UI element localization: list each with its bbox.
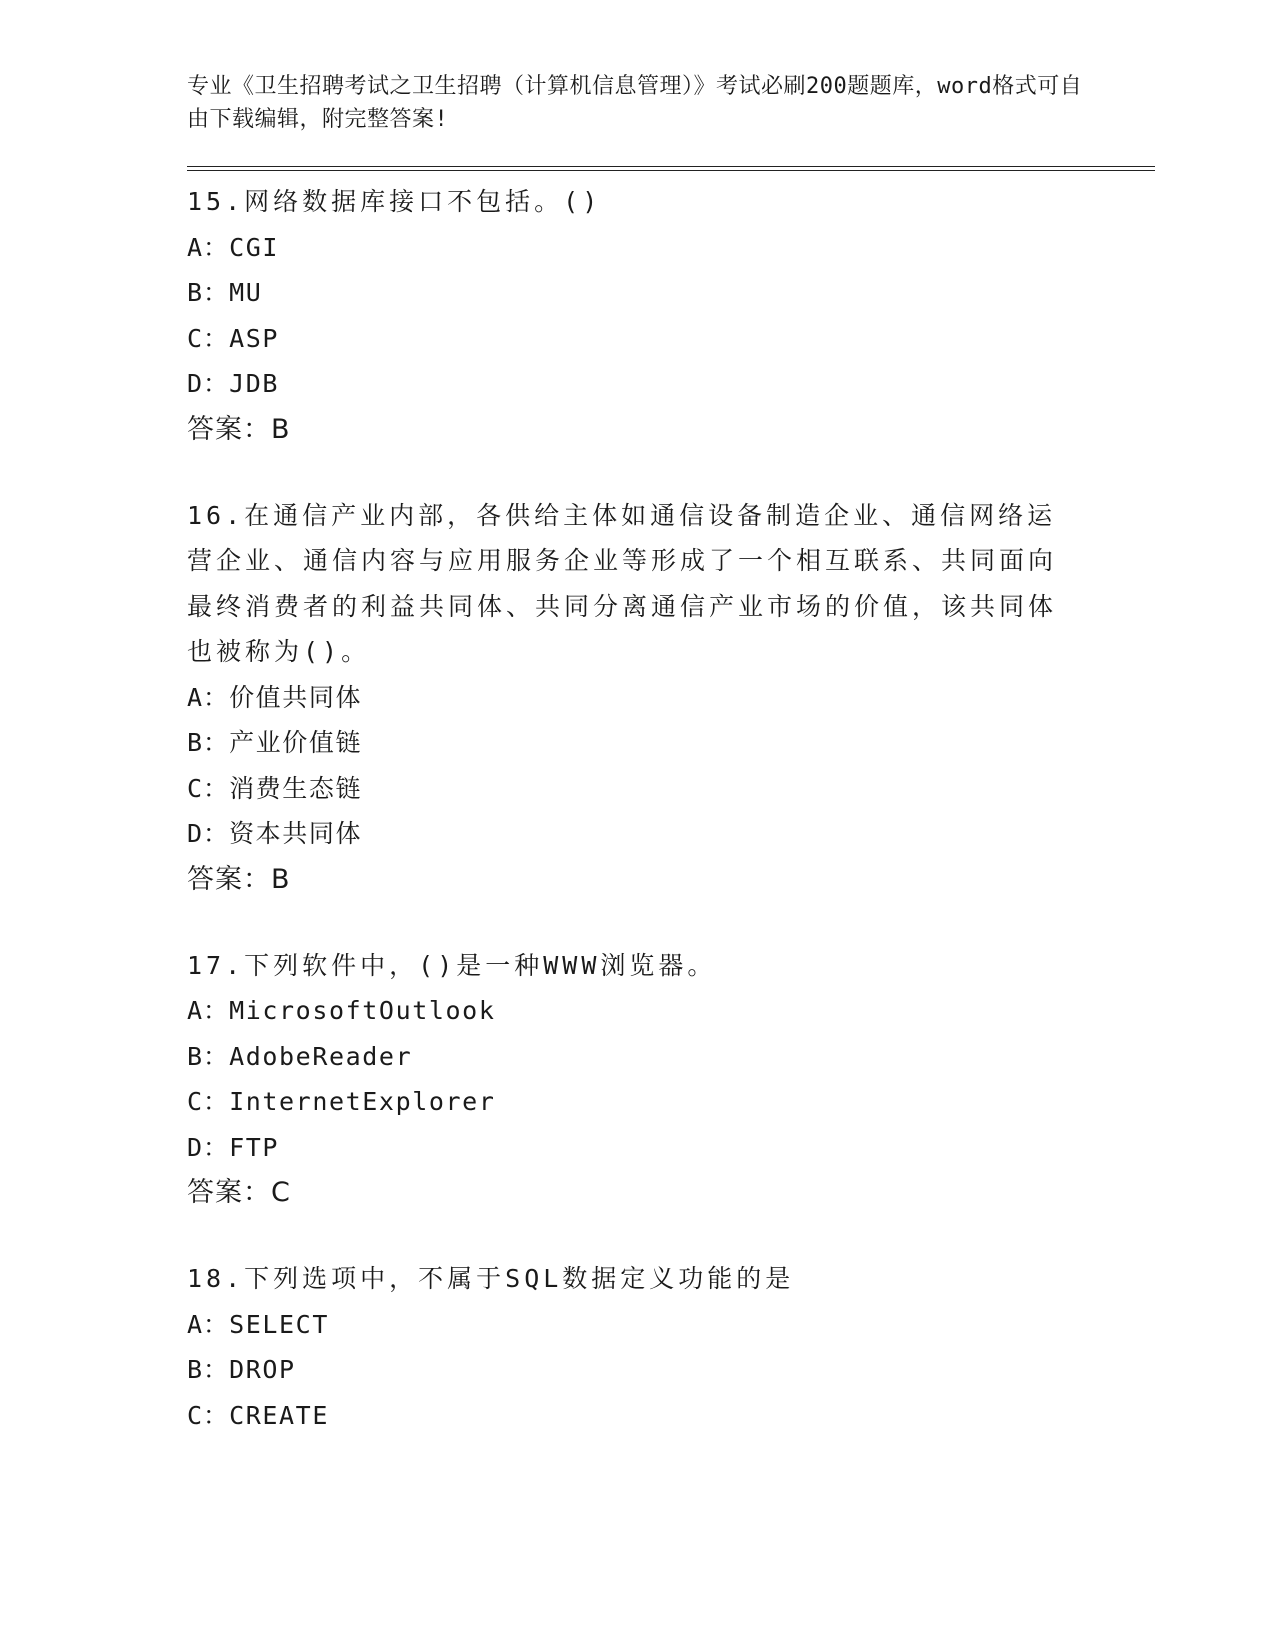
question-stem: 18.下列选项中，不属于SQL数据定义功能的是 (187, 1264, 795, 1293)
option-text: AdobeReader (229, 1041, 413, 1071)
option-text: CREATE (229, 1400, 329, 1430)
answer-line: 答案：C (187, 1177, 291, 1208)
option-a (187, 988, 1157, 1034)
question-18 (187, 1256, 1157, 1438)
option-text: ASP (229, 323, 280, 353)
question-15 (187, 179, 1157, 452)
header-divider (187, 166, 1155, 171)
option-key: D： (187, 369, 230, 398)
option-key: A： (187, 996, 230, 1025)
option-b (187, 1034, 1157, 1080)
option-text: 资本共同体 (229, 819, 363, 848)
option-c (187, 766, 1157, 812)
option-key: B： (187, 1041, 230, 1071)
option-key: D： (187, 1132, 230, 1162)
question-stem: 17.下列软件中，()是一种WWW浏览器。 (187, 950, 717, 980)
option-key: C： (187, 323, 230, 353)
option-text: MicrosoftOutlook (229, 996, 496, 1025)
question-17 (187, 943, 1157, 1216)
option-key: C： (187, 1400, 230, 1430)
option-c (187, 316, 1157, 362)
answer-line: 答案：B (187, 413, 291, 445)
option-text: 价值共同体 (229, 682, 363, 712)
option-d (187, 811, 1157, 857)
option-a (187, 1302, 1157, 1348)
option-key: D： (187, 819, 230, 848)
option-text: MU (229, 278, 263, 307)
question-stem: 15.网络数据库接口不包括。() (187, 187, 602, 216)
option-key: A： (187, 1309, 230, 1339)
option-text: SELECT (229, 1309, 329, 1339)
option-key: A： (187, 232, 230, 262)
option-d (187, 361, 1157, 407)
option-key: A： (187, 682, 230, 712)
option-text: FTP (229, 1132, 280, 1162)
option-text: 消费生态链 (229, 773, 363, 803)
option-d (187, 1125, 1157, 1171)
option-key: B： (187, 728, 230, 757)
option-c (187, 1079, 1157, 1125)
option-text: InternetExplorer (229, 1087, 496, 1116)
document-page (187, 70, 1157, 1438)
option-a (187, 225, 1157, 271)
option-text: DROP (229, 1355, 296, 1384)
option-b (187, 720, 1157, 766)
option-text: CGI (229, 232, 280, 262)
option-text: JDB (229, 369, 280, 398)
option-text: 产业价值链 (229, 728, 363, 757)
option-b (187, 270, 1157, 316)
question-16 (187, 493, 1157, 902)
option-key: C： (187, 1087, 230, 1116)
question-stem: 16.在通信产业内部，各供给主体如通信设备制造企业、通信网络运营企业、通信内容与应用服务企业等形成了一个相互联系、共同面向最终消费者的利益共同体、共同分离通信产业市场的价值，该共同体也被称为()。 (187, 500, 1058, 666)
option-a (187, 675, 1157, 721)
document-header: 专业《卫生招聘考试之卫生招聘（计算机信息管理）》考试必刷200题题库，word格式可自由下载编辑，附完整答案! (187, 74, 1083, 132)
option-key: B： (187, 278, 230, 307)
option-c (187, 1393, 1157, 1439)
option-key: B： (187, 1355, 230, 1384)
answer-line: 答案：B (187, 863, 291, 895)
option-b (187, 1347, 1157, 1393)
option-key: C： (187, 773, 230, 803)
